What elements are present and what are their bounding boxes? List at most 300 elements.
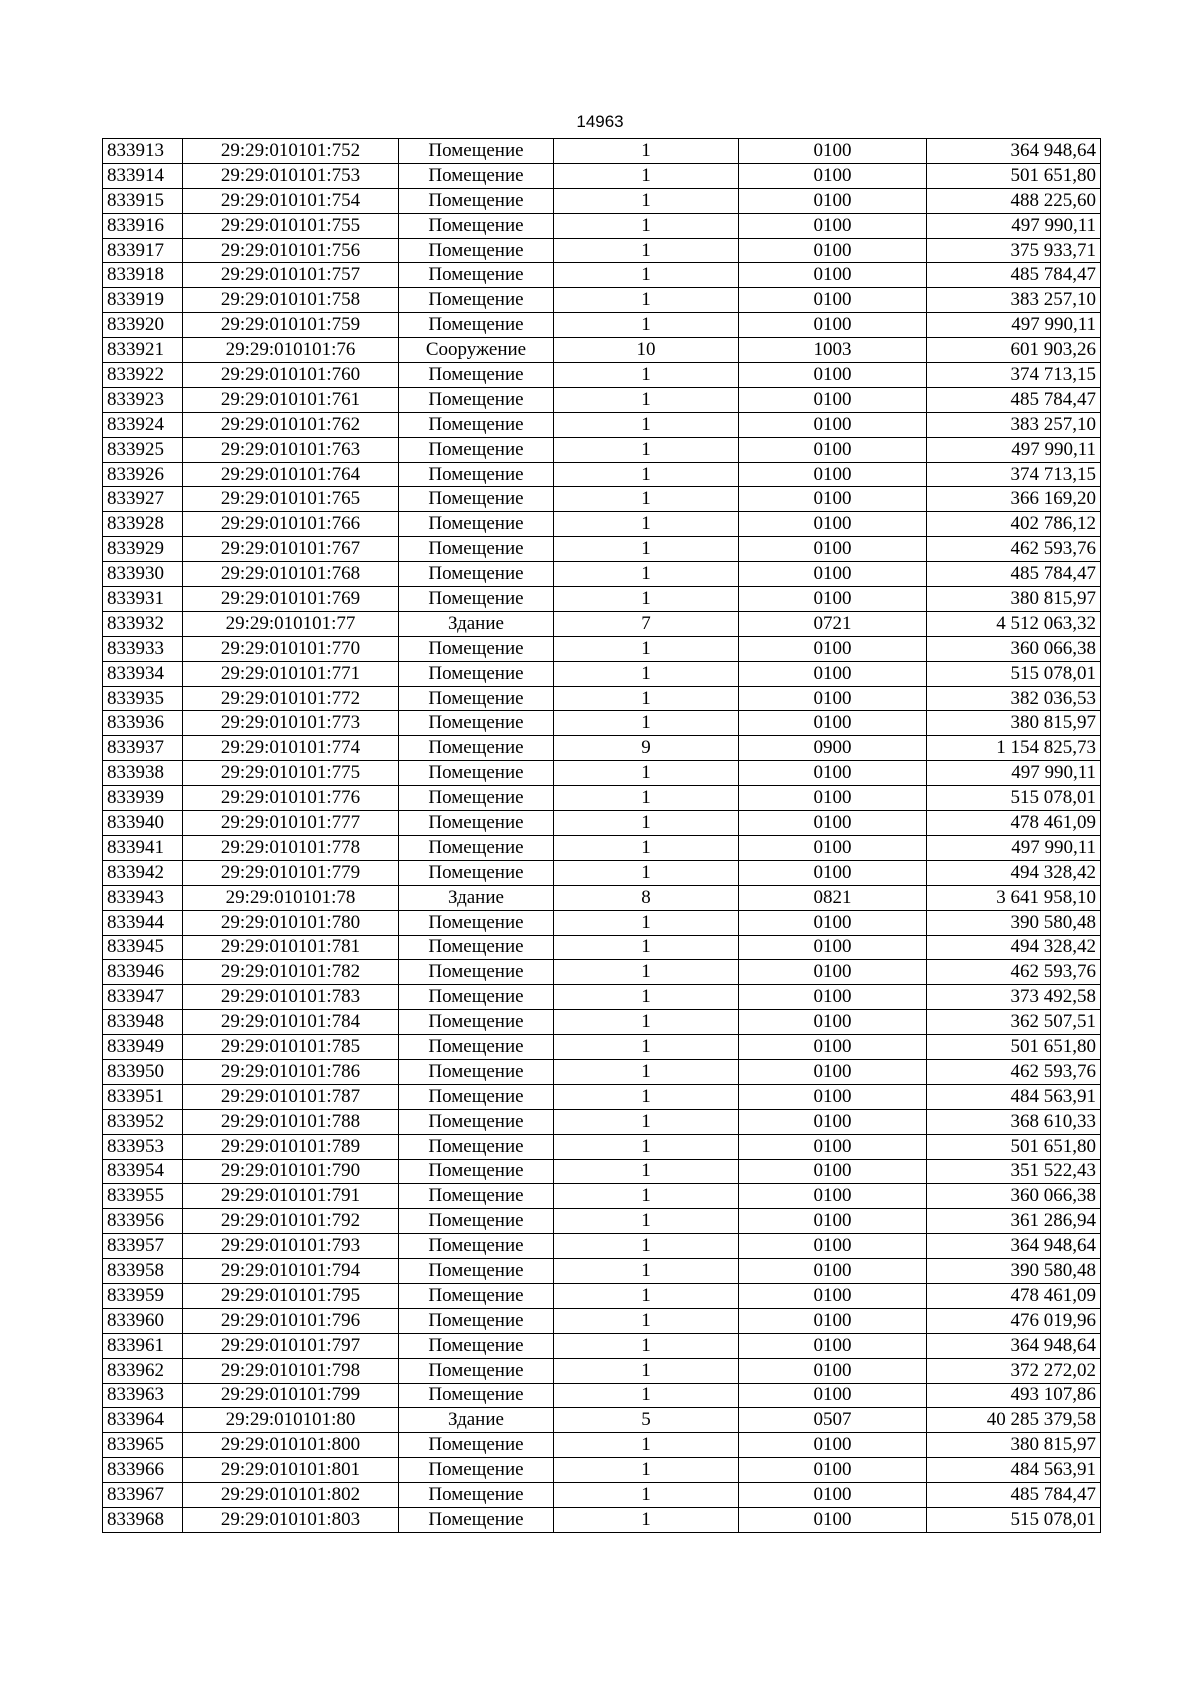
object-type-cell: Помещение xyxy=(399,462,554,487)
cadastral-value-cell: 485 784,47 xyxy=(927,387,1101,412)
object-type-cell: Помещение xyxy=(399,1035,554,1060)
group-cell: 1 xyxy=(554,238,739,263)
cadastral-number-cell: 29:29:010101:768 xyxy=(183,562,399,587)
table-row xyxy=(103,611,1101,636)
code-cell: 0100 xyxy=(739,661,927,686)
code-cell: 0100 xyxy=(739,139,927,164)
table-row xyxy=(103,238,1101,263)
cadastral-value-cell: 368 610,33 xyxy=(927,1109,1101,1134)
group-cell: 1 xyxy=(554,412,739,437)
code-cell: 0100 xyxy=(739,238,927,263)
group-cell: 1 xyxy=(554,935,739,960)
cadastral-number-cell: 29:29:010101:796 xyxy=(183,1308,399,1333)
group-cell: 1 xyxy=(554,1507,739,1532)
group-cell: 1 xyxy=(554,462,739,487)
code-cell: 0100 xyxy=(739,686,927,711)
code-cell: 0100 xyxy=(739,462,927,487)
row-number-cell: 833944 xyxy=(103,910,183,935)
cadastral-value-cell: 515 078,01 xyxy=(927,786,1101,811)
object-type-cell: Здание xyxy=(399,611,554,636)
cadastral-value-cell: 462 593,76 xyxy=(927,537,1101,562)
code-cell: 0100 xyxy=(739,263,927,288)
object-type-cell: Помещение xyxy=(399,1259,554,1284)
object-type-cell: Помещение xyxy=(399,288,554,313)
cadastral-number-cell: 29:29:010101:795 xyxy=(183,1283,399,1308)
row-number-cell: 833937 xyxy=(103,736,183,761)
group-cell: 1 xyxy=(554,487,739,512)
group-cell: 1 xyxy=(554,985,739,1010)
cadastral-value-cell: 476 019,96 xyxy=(927,1308,1101,1333)
object-type-cell: Помещение xyxy=(399,985,554,1010)
cadastral-number-cell: 29:29:010101:771 xyxy=(183,661,399,686)
object-type-cell: Помещение xyxy=(399,860,554,885)
table-row xyxy=(103,1209,1101,1234)
group-cell: 1 xyxy=(554,537,739,562)
cadastral-value-cell: 501 651,80 xyxy=(927,1035,1101,1060)
code-cell: 0100 xyxy=(739,1134,927,1159)
group-cell: 1 xyxy=(554,263,739,288)
row-number-cell: 833955 xyxy=(103,1184,183,1209)
object-type-cell: Помещение xyxy=(399,363,554,388)
object-type-cell: Помещение xyxy=(399,1010,554,1035)
code-cell: 0100 xyxy=(739,1109,927,1134)
group-cell: 1 xyxy=(554,288,739,313)
code-cell: 0100 xyxy=(739,437,927,462)
cadastral-value-cell: 478 461,09 xyxy=(927,811,1101,836)
code-cell: 0100 xyxy=(739,1059,927,1084)
code-cell: 0100 xyxy=(739,811,927,836)
object-type-cell: Помещение xyxy=(399,786,554,811)
code-cell: 0100 xyxy=(739,910,927,935)
cadastral-number-cell: 29:29:010101:784 xyxy=(183,1010,399,1035)
row-number-cell: 833934 xyxy=(103,661,183,686)
group-cell: 5 xyxy=(554,1408,739,1433)
table-row xyxy=(103,1283,1101,1308)
table-row xyxy=(103,537,1101,562)
table-row xyxy=(103,761,1101,786)
group-cell: 8 xyxy=(554,885,739,910)
group-cell: 1 xyxy=(554,139,739,164)
cadastral-number-cell: 29:29:010101:788 xyxy=(183,1109,399,1134)
row-number-cell: 833915 xyxy=(103,188,183,213)
object-type-cell: Помещение xyxy=(399,1308,554,1333)
cadastral-number-cell: 29:29:010101:793 xyxy=(183,1234,399,1259)
group-cell: 1 xyxy=(554,163,739,188)
row-number-cell: 833928 xyxy=(103,512,183,537)
cadastral-value-cell: 497 990,11 xyxy=(927,761,1101,786)
group-cell: 1 xyxy=(554,587,739,612)
code-cell: 0100 xyxy=(739,1084,927,1109)
row-number-cell: 833914 xyxy=(103,163,183,188)
table-row xyxy=(103,313,1101,338)
row-number-cell: 833923 xyxy=(103,387,183,412)
object-type-cell: Помещение xyxy=(399,487,554,512)
cadastral-number-cell: 29:29:010101:76 xyxy=(183,338,399,363)
code-cell: 0100 xyxy=(739,960,927,985)
object-type-cell: Здание xyxy=(399,1408,554,1433)
cadastral-value-cell: 485 784,47 xyxy=(927,1483,1101,1508)
code-cell: 0100 xyxy=(739,313,927,338)
object-type-cell: Помещение xyxy=(399,213,554,238)
object-type-cell: Помещение xyxy=(399,1483,554,1508)
table-row xyxy=(103,412,1101,437)
row-number-cell: 833933 xyxy=(103,636,183,661)
cadastral-value-cell: 488 225,60 xyxy=(927,188,1101,213)
cadastral-value-cell: 364 948,64 xyxy=(927,1333,1101,1358)
code-cell: 0100 xyxy=(739,985,927,1010)
table-row xyxy=(103,1084,1101,1109)
code-cell: 0100 xyxy=(739,387,927,412)
cadastral-number-cell: 29:29:010101:769 xyxy=(183,587,399,612)
cadastral-number-cell: 29:29:010101:782 xyxy=(183,960,399,985)
cadastral-number-cell: 29:29:010101:756 xyxy=(183,238,399,263)
table-row xyxy=(103,1408,1101,1433)
cadastral-number-cell: 29:29:010101:801 xyxy=(183,1458,399,1483)
cadastral-value-cell: 380 815,97 xyxy=(927,1433,1101,1458)
table-row xyxy=(103,1433,1101,1458)
object-type-cell: Сооружение xyxy=(399,338,554,363)
table-row xyxy=(103,338,1101,363)
row-number-cell: 833942 xyxy=(103,860,183,885)
row-number-cell: 833965 xyxy=(103,1433,183,1458)
object-type-cell: Помещение xyxy=(399,835,554,860)
row-number-cell: 833930 xyxy=(103,562,183,587)
cadastral-number-cell: 29:29:010101:783 xyxy=(183,985,399,1010)
row-number-cell: 833953 xyxy=(103,1134,183,1159)
code-cell: 0100 xyxy=(739,363,927,388)
row-number-cell: 833948 xyxy=(103,1010,183,1035)
code-cell: 0821 xyxy=(739,885,927,910)
code-cell: 0100 xyxy=(739,1433,927,1458)
cadastral-value-cell: 601 903,26 xyxy=(927,338,1101,363)
group-cell: 1 xyxy=(554,1059,739,1084)
cadastral-value-cell: 402 786,12 xyxy=(927,512,1101,537)
table-row xyxy=(103,139,1101,164)
cadastral-number-cell: 29:29:010101:789 xyxy=(183,1134,399,1159)
row-number-cell: 833916 xyxy=(103,213,183,238)
group-cell: 1 xyxy=(554,661,739,686)
cadastral-number-cell: 29:29:010101:774 xyxy=(183,736,399,761)
code-cell: 0100 xyxy=(739,188,927,213)
table-row xyxy=(103,985,1101,1010)
cadastral-number-cell: 29:29:010101:785 xyxy=(183,1035,399,1060)
table-row xyxy=(103,1134,1101,1159)
code-cell: 0100 xyxy=(739,1010,927,1035)
table-row xyxy=(103,213,1101,238)
group-cell: 1 xyxy=(554,213,739,238)
cadastral-number-cell: 29:29:010101:780 xyxy=(183,910,399,935)
cadastral-number-cell: 29:29:010101:794 xyxy=(183,1259,399,1284)
cadastral-number-cell: 29:29:010101:762 xyxy=(183,412,399,437)
object-type-cell: Помещение xyxy=(399,163,554,188)
table-row xyxy=(103,487,1101,512)
object-type-cell: Помещение xyxy=(399,935,554,960)
page-number: 14963 xyxy=(576,112,624,131)
cadastral-number-cell: 29:29:010101:803 xyxy=(183,1507,399,1532)
cadastral-number-cell: 29:29:010101:779 xyxy=(183,860,399,885)
code-cell: 0100 xyxy=(739,636,927,661)
table-row xyxy=(103,1234,1101,1259)
object-type-cell: Помещение xyxy=(399,1184,554,1209)
row-number-cell: 833960 xyxy=(103,1308,183,1333)
cadastral-number-cell: 29:29:010101:761 xyxy=(183,387,399,412)
cadastral-number-cell: 29:29:010101:765 xyxy=(183,487,399,512)
cadastral-number-cell: 29:29:010101:753 xyxy=(183,163,399,188)
code-cell: 0100 xyxy=(739,1035,927,1060)
cadastral-number-cell: 29:29:010101:80 xyxy=(183,1408,399,1433)
group-cell: 1 xyxy=(554,1010,739,1035)
group-cell: 10 xyxy=(554,338,739,363)
table-row xyxy=(103,1333,1101,1358)
cadastral-value-cell: 494 328,42 xyxy=(927,860,1101,885)
row-number-cell: 833964 xyxy=(103,1408,183,1433)
registry-table-body xyxy=(103,139,1101,1533)
row-number-cell: 833931 xyxy=(103,587,183,612)
code-cell: 0100 xyxy=(739,1483,927,1508)
table-row xyxy=(103,562,1101,587)
code-cell: 0100 xyxy=(739,1159,927,1184)
object-type-cell: Помещение xyxy=(399,1283,554,1308)
table-row xyxy=(103,711,1101,736)
code-cell: 0100 xyxy=(739,1308,927,1333)
group-cell: 1 xyxy=(554,786,739,811)
row-number-cell: 833957 xyxy=(103,1234,183,1259)
table-row xyxy=(103,188,1101,213)
cadastral-number-cell: 29:29:010101:770 xyxy=(183,636,399,661)
row-number-cell: 833927 xyxy=(103,487,183,512)
group-cell: 1 xyxy=(554,1109,739,1134)
table-row xyxy=(103,835,1101,860)
cadastral-number-cell: 29:29:010101:766 xyxy=(183,512,399,537)
code-cell: 0100 xyxy=(739,1259,927,1284)
code-cell: 0100 xyxy=(739,587,927,612)
cadastral-number-cell: 29:29:010101:758 xyxy=(183,288,399,313)
table-row xyxy=(103,860,1101,885)
cadastral-number-cell: 29:29:010101:760 xyxy=(183,363,399,388)
cadastral-number-cell: 29:29:010101:802 xyxy=(183,1483,399,1508)
object-type-cell: Помещение xyxy=(399,1433,554,1458)
group-cell: 1 xyxy=(554,910,739,935)
row-number-cell: 833946 xyxy=(103,960,183,985)
object-type-cell: Помещение xyxy=(399,1134,554,1159)
object-type-cell: Помещение xyxy=(399,1358,554,1383)
row-number-cell: 833913 xyxy=(103,139,183,164)
row-number-cell: 833952 xyxy=(103,1109,183,1134)
object-type-cell: Помещение xyxy=(399,412,554,437)
row-number-cell: 833958 xyxy=(103,1259,183,1284)
row-number-cell: 833959 xyxy=(103,1283,183,1308)
object-type-cell: Помещение xyxy=(399,1209,554,1234)
group-cell: 1 xyxy=(554,1134,739,1159)
row-number-cell: 833925 xyxy=(103,437,183,462)
object-type-cell: Помещение xyxy=(399,1234,554,1259)
row-number-cell: 833950 xyxy=(103,1059,183,1084)
object-type-cell: Помещение xyxy=(399,1084,554,1109)
cadastral-value-cell: 364 948,64 xyxy=(927,1234,1101,1259)
cadastral-number-cell: 29:29:010101:781 xyxy=(183,935,399,960)
group-cell: 1 xyxy=(554,636,739,661)
row-number-cell: 833920 xyxy=(103,313,183,338)
cadastral-value-cell: 485 784,47 xyxy=(927,263,1101,288)
group-cell: 1 xyxy=(554,313,739,338)
cadastral-value-cell: 484 563,91 xyxy=(927,1084,1101,1109)
table-row xyxy=(103,736,1101,761)
group-cell: 1 xyxy=(554,761,739,786)
cadastral-value-cell: 497 990,11 xyxy=(927,313,1101,338)
object-type-cell: Помещение xyxy=(399,761,554,786)
code-cell: 0100 xyxy=(739,1209,927,1234)
table-row xyxy=(103,1507,1101,1532)
cadastral-value-cell: 364 948,64 xyxy=(927,139,1101,164)
cadastral-number-cell: 29:29:010101:772 xyxy=(183,686,399,711)
table-row xyxy=(103,1383,1101,1408)
table-row xyxy=(103,1308,1101,1333)
row-number-cell: 833929 xyxy=(103,537,183,562)
cadastral-value-cell: 361 286,94 xyxy=(927,1209,1101,1234)
object-type-cell: Помещение xyxy=(399,910,554,935)
object-type-cell: Здание xyxy=(399,885,554,910)
code-cell: 0100 xyxy=(739,163,927,188)
cadastral-value-cell: 383 257,10 xyxy=(927,412,1101,437)
cadastral-number-cell: 29:29:010101:767 xyxy=(183,537,399,562)
code-cell: 0100 xyxy=(739,935,927,960)
cadastral-value-cell: 366 169,20 xyxy=(927,487,1101,512)
code-cell: 0100 xyxy=(739,1333,927,1358)
row-number-cell: 833963 xyxy=(103,1383,183,1408)
cadastral-value-cell: 497 990,11 xyxy=(927,437,1101,462)
table-row xyxy=(103,910,1101,935)
cadastral-value-cell: 374 713,15 xyxy=(927,363,1101,388)
group-cell: 1 xyxy=(554,1283,739,1308)
code-cell: 0100 xyxy=(739,1383,927,1408)
cadastral-number-cell: 29:29:010101:78 xyxy=(183,885,399,910)
object-type-cell: Помещение xyxy=(399,736,554,761)
table-row xyxy=(103,1483,1101,1508)
cadastral-value-cell: 1 154 825,73 xyxy=(927,736,1101,761)
table-row xyxy=(103,363,1101,388)
group-cell: 1 xyxy=(554,1184,739,1209)
object-type-cell: Помещение xyxy=(399,537,554,562)
object-type-cell: Помещение xyxy=(399,811,554,836)
cadastral-number-cell: 29:29:010101:776 xyxy=(183,786,399,811)
row-number-cell: 833967 xyxy=(103,1483,183,1508)
row-number-cell: 833954 xyxy=(103,1159,183,1184)
cadastral-number-cell: 29:29:010101:799 xyxy=(183,1383,399,1408)
row-number-cell: 833951 xyxy=(103,1084,183,1109)
row-number-cell: 833961 xyxy=(103,1333,183,1358)
table-row xyxy=(103,1458,1101,1483)
code-cell: 0100 xyxy=(739,860,927,885)
group-cell: 1 xyxy=(554,1259,739,1284)
cadastral-value-cell: 501 651,80 xyxy=(927,163,1101,188)
group-cell: 1 xyxy=(554,1433,739,1458)
code-cell: 0100 xyxy=(739,1234,927,1259)
group-cell: 1 xyxy=(554,1234,739,1259)
group-cell: 1 xyxy=(554,437,739,462)
row-number-cell: 833917 xyxy=(103,238,183,263)
code-cell: 0100 xyxy=(739,1358,927,1383)
cadastral-value-cell: 372 272,02 xyxy=(927,1358,1101,1383)
cadastral-value-cell: 360 066,38 xyxy=(927,636,1101,661)
cadastral-value-cell: 382 036,53 xyxy=(927,686,1101,711)
table-row xyxy=(103,686,1101,711)
cadastral-value-cell: 375 933,71 xyxy=(927,238,1101,263)
table-row xyxy=(103,437,1101,462)
object-type-cell: Помещение xyxy=(399,686,554,711)
code-cell: 0100 xyxy=(739,1184,927,1209)
row-number-cell: 833932 xyxy=(103,611,183,636)
group-cell: 1 xyxy=(554,562,739,587)
object-type-cell: Помещение xyxy=(399,636,554,661)
cadastral-number-cell: 29:29:010101:754 xyxy=(183,188,399,213)
object-type-cell: Помещение xyxy=(399,1059,554,1084)
object-type-cell: Помещение xyxy=(399,512,554,537)
row-number-cell: 833945 xyxy=(103,935,183,960)
group-cell: 1 xyxy=(554,711,739,736)
group-cell: 1 xyxy=(554,860,739,885)
table-row xyxy=(103,1035,1101,1060)
table-row xyxy=(103,1259,1101,1284)
object-type-cell: Помещение xyxy=(399,1109,554,1134)
group-cell: 1 xyxy=(554,1308,739,1333)
row-number-cell: 833949 xyxy=(103,1035,183,1060)
group-cell: 1 xyxy=(554,960,739,985)
object-type-cell: Помещение xyxy=(399,313,554,338)
cadastral-number-cell: 29:29:010101:775 xyxy=(183,761,399,786)
row-number-cell: 833919 xyxy=(103,288,183,313)
table-row xyxy=(103,636,1101,661)
row-number-cell: 833943 xyxy=(103,885,183,910)
table-row xyxy=(103,1059,1101,1084)
cadastral-number-cell: 29:29:010101:792 xyxy=(183,1209,399,1234)
object-type-cell: Помещение xyxy=(399,238,554,263)
cadastral-value-cell: 462 593,76 xyxy=(927,1059,1101,1084)
table-row xyxy=(103,1010,1101,1035)
table-row xyxy=(103,786,1101,811)
object-type-cell: Помещение xyxy=(399,263,554,288)
object-type-cell: Помещение xyxy=(399,1159,554,1184)
cadastral-number-cell: 29:29:010101:757 xyxy=(183,263,399,288)
cadastral-number-cell: 29:29:010101:773 xyxy=(183,711,399,736)
group-cell: 1 xyxy=(554,512,739,537)
cadastral-value-cell: 360 066,38 xyxy=(927,1184,1101,1209)
cadastral-value-cell: 493 107,86 xyxy=(927,1383,1101,1408)
row-number-cell: 833924 xyxy=(103,412,183,437)
object-type-cell: Помещение xyxy=(399,960,554,985)
cadastral-number-cell: 29:29:010101:786 xyxy=(183,1059,399,1084)
code-cell: 0100 xyxy=(739,412,927,437)
cadastral-number-cell: 29:29:010101:800 xyxy=(183,1433,399,1458)
code-cell: 0100 xyxy=(739,711,927,736)
table-row xyxy=(103,1358,1101,1383)
table-row xyxy=(103,1159,1101,1184)
cadastral-value-cell: 497 990,11 xyxy=(927,213,1101,238)
table-row xyxy=(103,387,1101,412)
cadastral-value-cell: 383 257,10 xyxy=(927,288,1101,313)
group-cell: 1 xyxy=(554,835,739,860)
code-cell: 0100 xyxy=(739,1458,927,1483)
code-cell: 0100 xyxy=(739,1507,927,1532)
row-number-cell: 833947 xyxy=(103,985,183,1010)
row-number-cell: 833939 xyxy=(103,786,183,811)
row-number-cell: 833922 xyxy=(103,363,183,388)
row-number-cell: 833918 xyxy=(103,263,183,288)
table-row xyxy=(103,935,1101,960)
cadastral-value-cell: 351 522,43 xyxy=(927,1159,1101,1184)
cadastral-value-cell: 501 651,80 xyxy=(927,1134,1101,1159)
cadastral-number-cell: 29:29:010101:777 xyxy=(183,811,399,836)
code-cell: 0100 xyxy=(739,786,927,811)
